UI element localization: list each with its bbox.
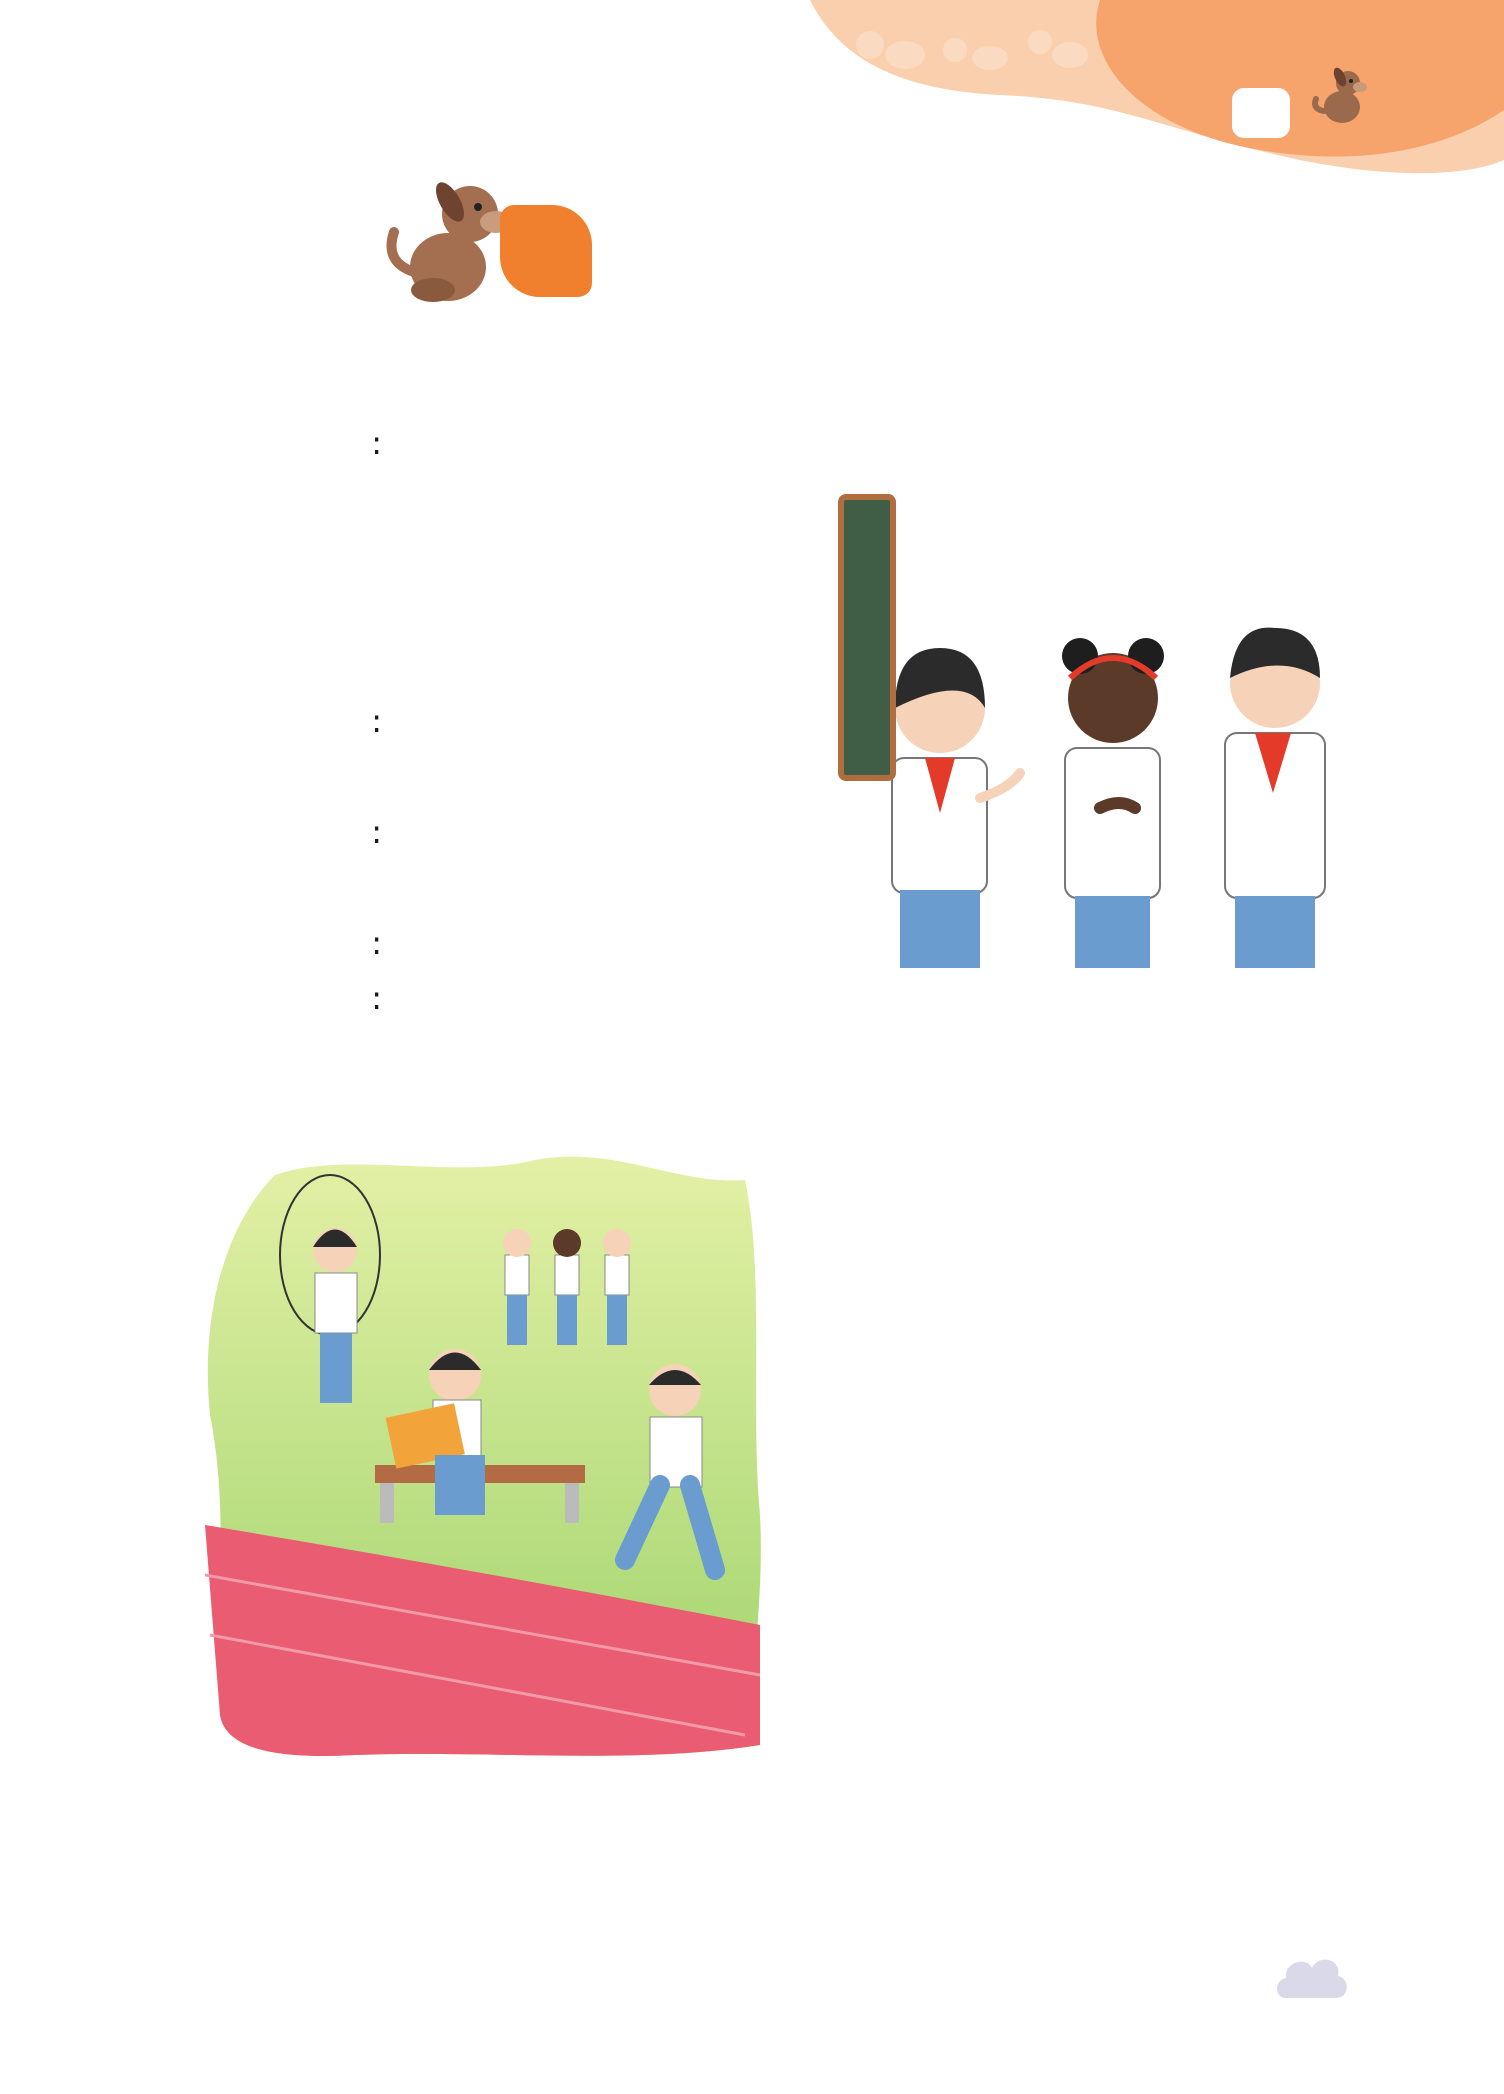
dialogue-text	[382, 638, 392, 694]
dialogue-line	[10, 749, 392, 805]
student-yangyang-figure	[1225, 628, 1325, 968]
classroom-illustration	[830, 428, 1350, 968]
student-sara-figure	[1062, 638, 1164, 968]
dialogue-text	[382, 971, 392, 1027]
dialogue-line	[10, 583, 392, 639]
dog-icon	[1300, 55, 1380, 135]
dialogue-text	[382, 860, 392, 916]
dialogue-line	[10, 527, 392, 583]
dialogue-text	[382, 416, 392, 472]
dialogue-line	[10, 694, 392, 750]
dialogue-text	[382, 472, 392, 528]
dialogue-text	[382, 583, 392, 639]
dialogue-text	[382, 805, 392, 861]
standing-students-figure	[503, 1229, 631, 1345]
unit-number-tab	[1232, 88, 1290, 138]
dialogue-1	[10, 416, 392, 1027]
cloud-icon	[1272, 1948, 1352, 2010]
playground-illustration	[205, 1155, 765, 1760]
speaker-name	[10, 694, 382, 750]
speaker-name	[10, 805, 382, 861]
dialogue-text	[382, 694, 392, 750]
dialogue-text	[382, 916, 392, 972]
unit-badge	[500, 205, 592, 297]
dialogue-line	[10, 805, 392, 861]
dialogue-text	[382, 527, 392, 583]
speaker-name	[10, 916, 382, 972]
speaker-name	[10, 971, 382, 1027]
dialogue-line	[10, 860, 392, 916]
dialogue-line	[10, 971, 392, 1027]
chalkboard	[838, 494, 896, 781]
dialogue-text	[382, 749, 392, 805]
dialogue-line	[10, 638, 392, 694]
dialogue-line	[10, 916, 392, 972]
dialogue-line	[10, 416, 392, 472]
dialogue-line	[10, 472, 392, 528]
speaker-name	[10, 416, 382, 472]
